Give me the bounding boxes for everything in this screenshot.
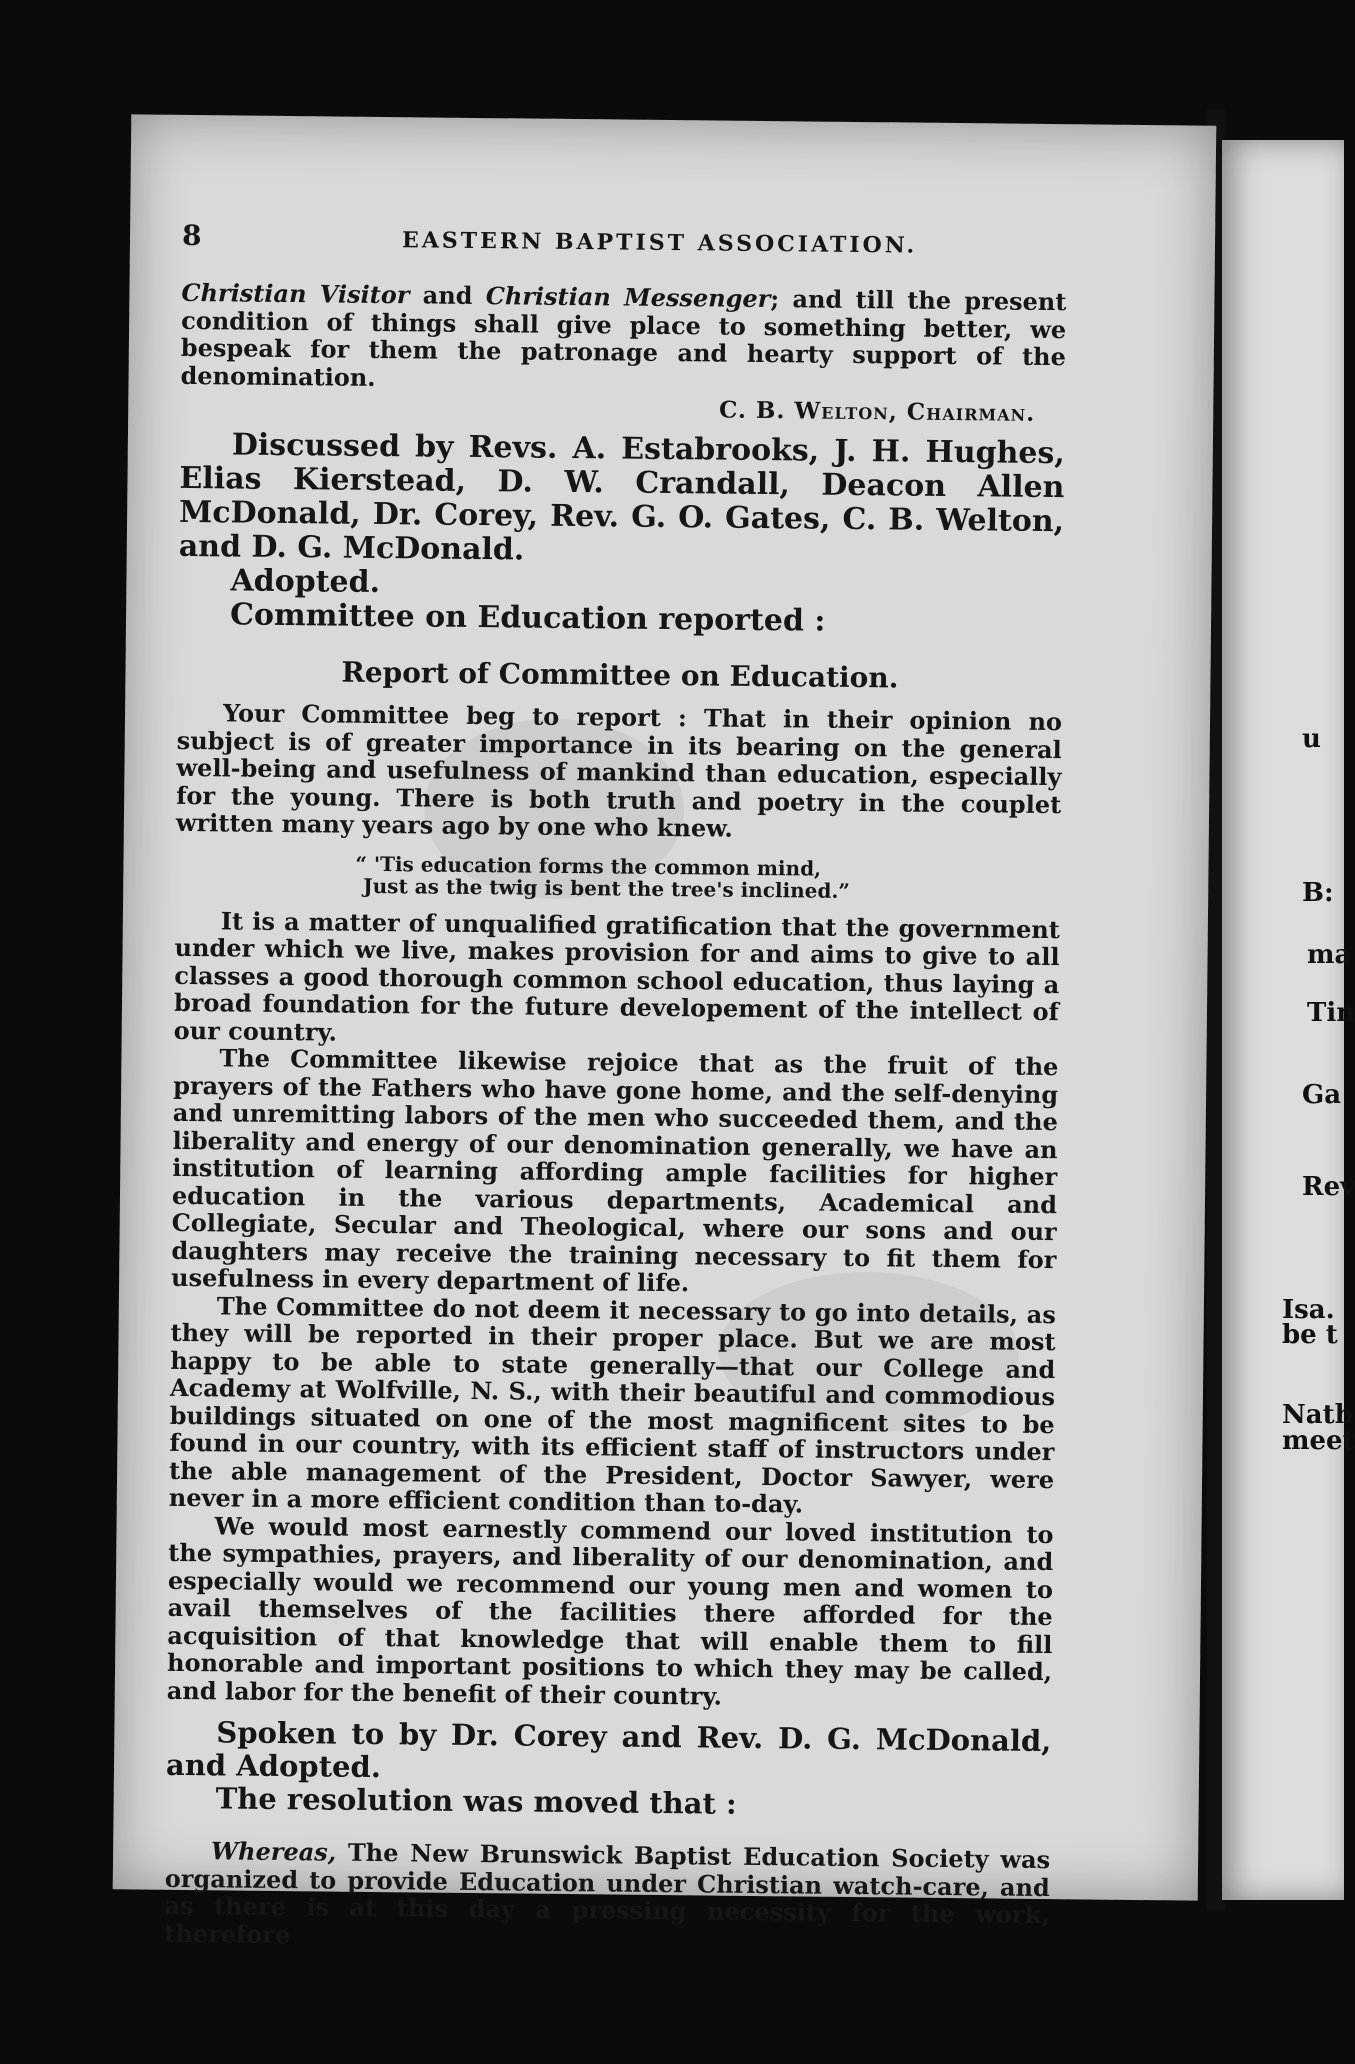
right-page-fragment: Ga [1302,1080,1342,1110]
adopted-line: Adopted. [230,563,381,600]
right-page-fragment: B: [1302,878,1334,908]
right-page-fragment: u [1302,724,1321,754]
poem-couplet [355,852,1060,903]
signature: C. B. Welton, Chairman. [718,396,1036,427]
right-page-fragment: Nath [1282,1400,1354,1430]
body-paragraph: The Committee do not deem it necessary to go into details, as they will be reported in their proper place. But we are most happy to be able to state generally—that our College and Academy at Wolfville, N. S., with their beautiful and commodious buildings situated on one of the most magnificent sites to be found in our country, with its efficient staff of instructors under the able management of the President, Doctor Sawyer, were never in a more efficient condition than to-day. [168,1290,1056,1519]
report-heading: Report of Committee on Education. [341,655,899,695]
right-page-fragment: meet [1282,1426,1355,1456]
whereas-word: Whereas, [210,1836,337,1867]
running-head [181,218,1067,274]
right-page-fragment: Isa. [1282,1295,1335,1325]
spoken-paragraph: Spoken to by Dr. Corey and Rev. D. G. McDonald, and Adopted. [165,1715,1052,1785]
right-page-fragment: Tin [1307,998,1355,1028]
body-paragraph: We would most earnestly commend our loved institution to the sympathies, prayers, and liberality of our denomination, and especially would we recommend our young men and women to avail themselves of the facilities there afforded for the acquisition of that knowledge that will enable them to fill honorable and important positions to which they may be called, and labor for the benefit of their country. [166,1510,1054,1711]
right-page-fragment: ma [1307,940,1352,970]
committee-reported-line: Committee on Education reported : [229,597,826,639]
page-number: 8 [181,218,205,253]
right-page-fragment: be t [1282,1320,1338,1350]
body-paragraph: The Committee likewise rejoice that as the fruit of the prayers of the Fathers who have gone home, and the self-denying and unremitting labors of the men who succeeded them, and the liberality and energy of our denomination generally, we have an institution of learning affording ample facilities for higher education in the various departments, Academical and Collegiate, Secular and Theological, where our sons and our daughters may receive the training necessary to fit them for usefulness in every department of life. [170,1043,1059,1298]
whereas-text: The New Brunswick Baptist Education Society was organized to provide Education under Christian watch-care, and as there is at this day a pressing necessity for the work, therefore [164,1837,1051,1949]
resolution-line: The resolution was moved that : [215,1781,737,1821]
right-page-fragment: Rev [1302,1172,1355,1202]
page-content [164,218,1067,1956]
body-paragraph: It is a matter of unqualified gratification that the government under which we live, makes provision for and aims to give to all classes a good thorough common school education, thus laying a broad foundation for the future developement of the intellect of our country. [173,905,1060,1047]
intro-text: ; and till the present condition of things shall give place to something better, we bespeak for them the patronage and hearty support of the denomination. [180,284,1067,392]
left-page [113,114,1217,1949]
poem-line: Just as the twig is bent the tree's inclined.” [363,873,851,903]
body-paragraph: Your Committee beg to report : That in their opinion no subject is of greater importance in its bearing on the general well-being and usefulness of mankind than education, especially for the young. There is both truth and poetry in the couplet written many years ago by one who knew. [175,698,1063,843]
whereas-paragraph [164,1837,1050,1956]
intro-paragraph [180,279,1066,398]
poem-line: “ 'Tis education forms the common mind, [355,851,822,881]
right-page-edge [1222,140,1355,1900]
publication-title: Christian Visitor [181,277,410,310]
discussed-paragraph: Discussed by Revs. A. Estabrooks, J. H. Hughes, Elias Kierstead, D. W. Crandall, Deacon Allen McDonald, Dr. Corey, Rev. G. O. Gates, C. B. Welton, and D. G. McDonald. [178,427,1066,568]
publication-title: Christian Messenger [485,281,771,314]
running-head-title: EASTERN BAPTIST ASSOCIATION. [401,227,918,259]
intro-conjunction: and [409,280,486,311]
